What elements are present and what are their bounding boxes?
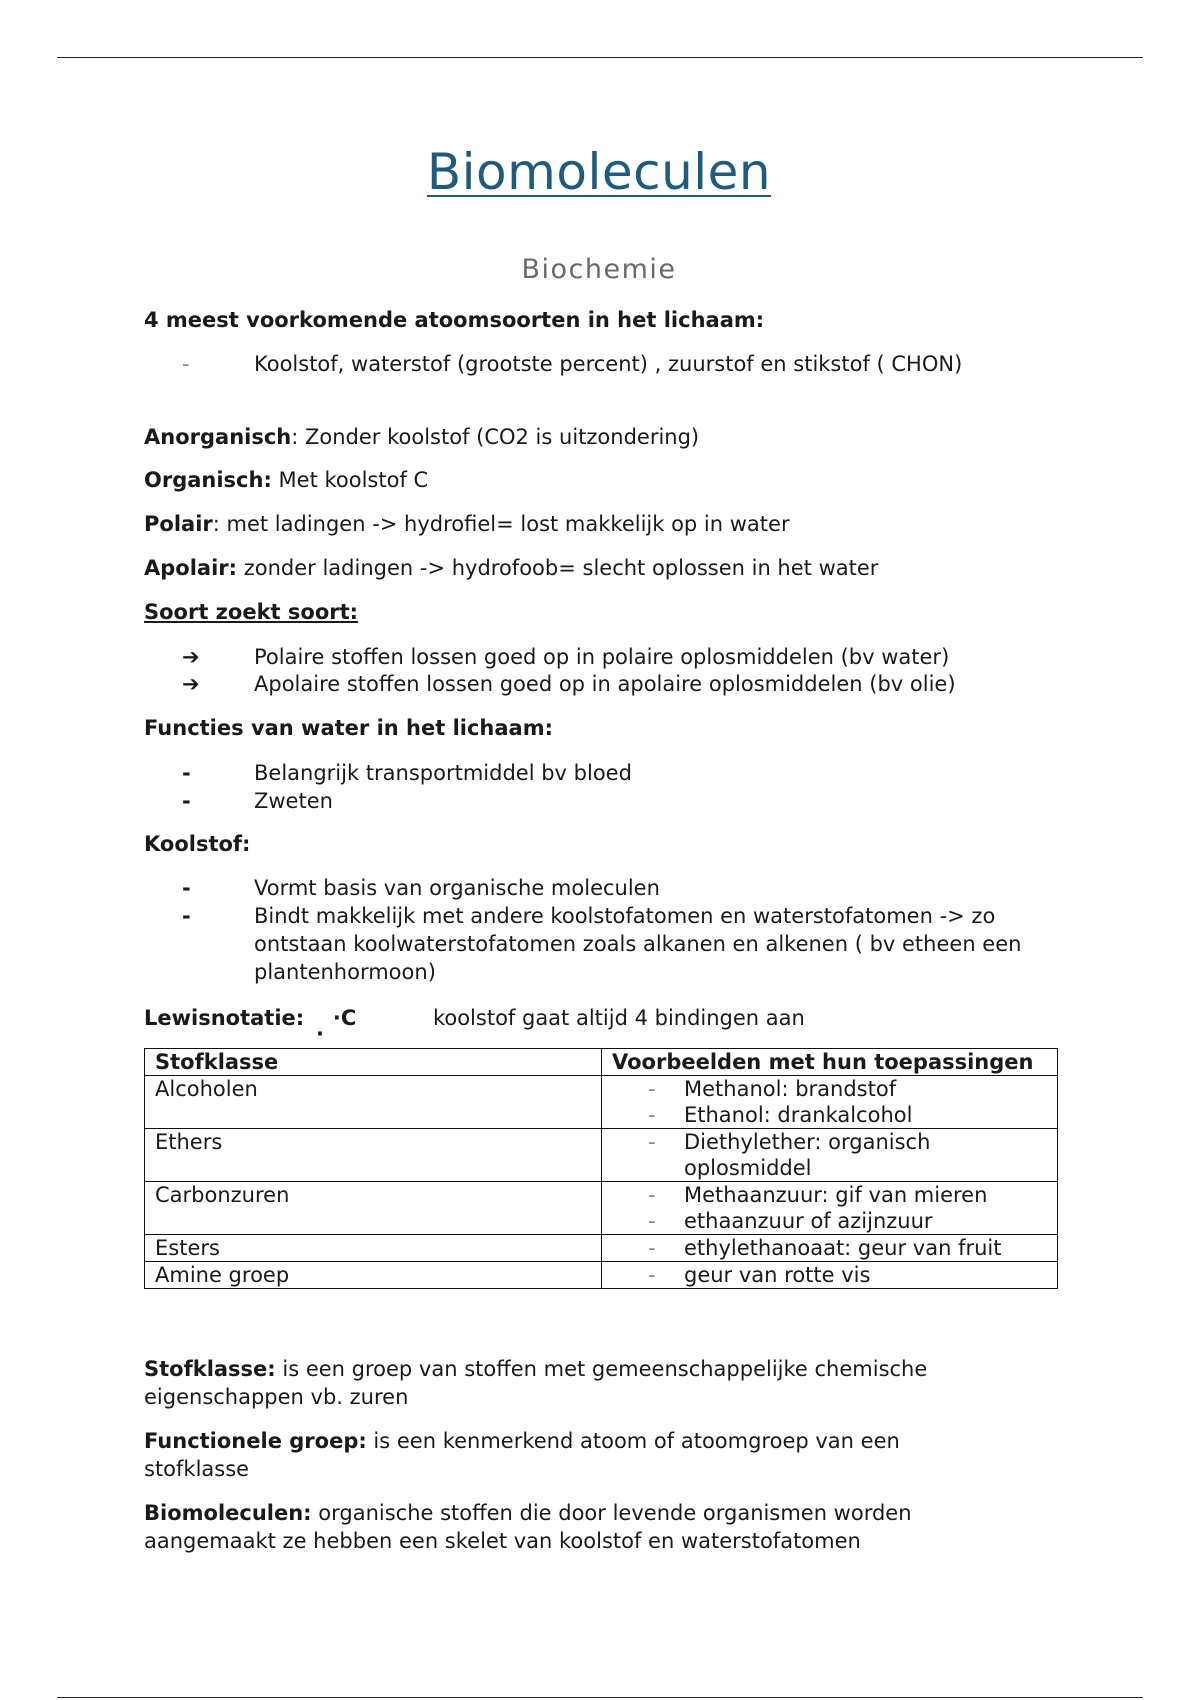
dash-bullet-icon: -: [648, 1183, 656, 1207]
table-cell: [602, 1076, 1058, 1129]
table-row: [145, 1182, 1058, 1235]
definition-organisch: [144, 466, 428, 494]
koolstof-heading: Koolstof:: [144, 832, 251, 856]
arrow-right-icon: ➔: [182, 645, 200, 669]
definition-text: Met koolstof C: [271, 468, 429, 492]
table-cell: [602, 1182, 1058, 1235]
document-subtitle: Biochemie: [521, 254, 677, 285]
definition-text: zonder ladingen -> hydrofoob= slecht oplossen in het water: [237, 556, 879, 580]
dash-bullet-icon: -: [182, 352, 190, 376]
dash-bullet-icon: -: [648, 1077, 656, 1101]
dash-bullet-icon: -: [182, 876, 191, 900]
soort-heading: Soort zoekt soort:: [144, 600, 359, 624]
lewis-text: koolstof gaat altijd 4 bindingen aan: [432, 1006, 805, 1030]
soort-item: Polaire stoffen lossen goed op in polaire oplosmiddelen (bv water): [254, 645, 950, 669]
glossary-text: organische stoffen die door levende organismen worden aangemaakt ze hebben een skelet van koolstof en waterstofatomen: [144, 1501, 912, 1553]
dash-bullet-icon: -: [648, 1263, 656, 1287]
table-cell: [602, 1262, 1058, 1289]
definition-term: Anorganisch: [144, 425, 292, 449]
document-title: Biomoleculen: [426, 143, 772, 201]
glossary-term: Functionele groep:: [144, 1429, 367, 1453]
glossary-stofklasse: [144, 1355, 1004, 1411]
glossary-functionele-groep: [144, 1427, 1004, 1483]
table-cell: Esters: [145, 1235, 602, 1262]
table-cell: Carbonzuren: [145, 1182, 602, 1235]
list-item: [612, 1262, 1047, 1288]
example-text: ethylethanoaat: geur van fruit: [684, 1236, 1002, 1260]
table-cell: [602, 1129, 1058, 1182]
water-item: Zweten: [254, 789, 333, 813]
koolstof-item: Vormt basis van organische moleculen: [254, 876, 660, 900]
dash-bullet-icon: -: [182, 761, 191, 785]
table-cell: Alcoholen: [145, 1076, 602, 1129]
table-row: [145, 1129, 1058, 1182]
definition-term: Polair: [144, 512, 213, 536]
stofklasse-table: [144, 1048, 1058, 1289]
lewis-symbol: ·C: [332, 1006, 357, 1030]
dash-bullet-icon: -: [648, 1103, 656, 1127]
table-cell: Ethers: [145, 1129, 602, 1182]
example-text: Ethanol: drankalcohol: [684, 1103, 913, 1127]
table-header: Stofklasse: [145, 1049, 602, 1076]
list-item: [612, 1129, 1047, 1181]
definition-anorganisch: [144, 423, 699, 451]
lewis-dot-icon: ·: [316, 1022, 324, 1046]
table-header: Voorbeelden met hun toepassingen: [602, 1049, 1058, 1076]
dash-bullet-icon: -: [648, 1236, 656, 1260]
page-top-rule: [57, 57, 1143, 58]
glossary-term: Biomoleculen:: [144, 1501, 312, 1525]
definition-text: : Zonder koolstof (CO2 is uitzondering): [291, 425, 700, 449]
glossary-biomoleculen: [144, 1499, 1004, 1555]
soort-item: Apolaire stoffen lossen goed op in apolaire oplosmiddelen (bv olie): [254, 672, 956, 696]
example-text: Diethylether: organisch oplosmiddel: [684, 1130, 931, 1180]
example-text: geur van rotte vis: [684, 1263, 871, 1287]
dash-bullet-icon: -: [182, 904, 191, 928]
list-item: [612, 1102, 1047, 1128]
example-text: Methaanzuur: gif van mieren: [684, 1183, 988, 1207]
dash-bullet-icon: -: [648, 1209, 656, 1233]
arrow-right-icon: ➔: [182, 672, 200, 696]
table-cell: [602, 1235, 1058, 1262]
definition-apolair: [144, 554, 878, 582]
table-row: [145, 1076, 1058, 1129]
dash-bullet-icon: -: [182, 789, 191, 813]
list-item: [612, 1076, 1047, 1102]
lewis-label: Lewisnotatie:: [144, 1006, 305, 1030]
lewis-notation: [144, 1004, 805, 1032]
table-row: [145, 1235, 1058, 1262]
page-bottom-rule: [57, 1697, 1143, 1698]
list-item: [612, 1235, 1047, 1261]
table-row: [145, 1262, 1058, 1289]
water-heading: Functies van water in het lichaam:: [144, 716, 553, 740]
glossary-term: Stofklasse:: [144, 1357, 276, 1381]
example-text: Methanol: brandstof: [684, 1077, 897, 1101]
koolstof-item: Bindt makkelijk met andere koolstofatomen en waterstofatomen -> zo ontstaan koolwaterstofatomen zoals alkanen en alkenen ( bv etheen een plantenhormoon): [254, 904, 1022, 984]
glossary-text: is een groep van stoffen met gemeenschappelijke chemische eigenschappen vb. zuren: [144, 1357, 928, 1409]
table-cell: Amine groep: [145, 1262, 602, 1289]
definition-term: Organisch:: [144, 468, 272, 492]
atoms-heading: 4 meest voorkomende atoomsoorten in het lichaam:: [144, 308, 765, 332]
example-text: ethaanzuur of azijnzuur: [684, 1209, 933, 1233]
atoms-item: Koolstof, waterstof (grootste percent) , zuurstof en stikstof ( CHON): [254, 352, 963, 376]
definition-polair: [144, 510, 790, 538]
glossary-text: is een kenmerkend atoom of atoomgroep van een stofklasse: [144, 1429, 900, 1481]
definition-term: Apolair:: [144, 556, 238, 580]
list-item: [612, 1182, 1047, 1208]
table-header-row: [145, 1049, 1058, 1076]
dash-bullet-icon: -: [648, 1130, 656, 1154]
water-item: Belangrijk transportmiddel bv bloed: [254, 761, 632, 785]
list-item: [612, 1208, 1047, 1234]
definition-text: : met ladingen -> hydrofiel= lost makkelijk op in water: [212, 512, 790, 536]
